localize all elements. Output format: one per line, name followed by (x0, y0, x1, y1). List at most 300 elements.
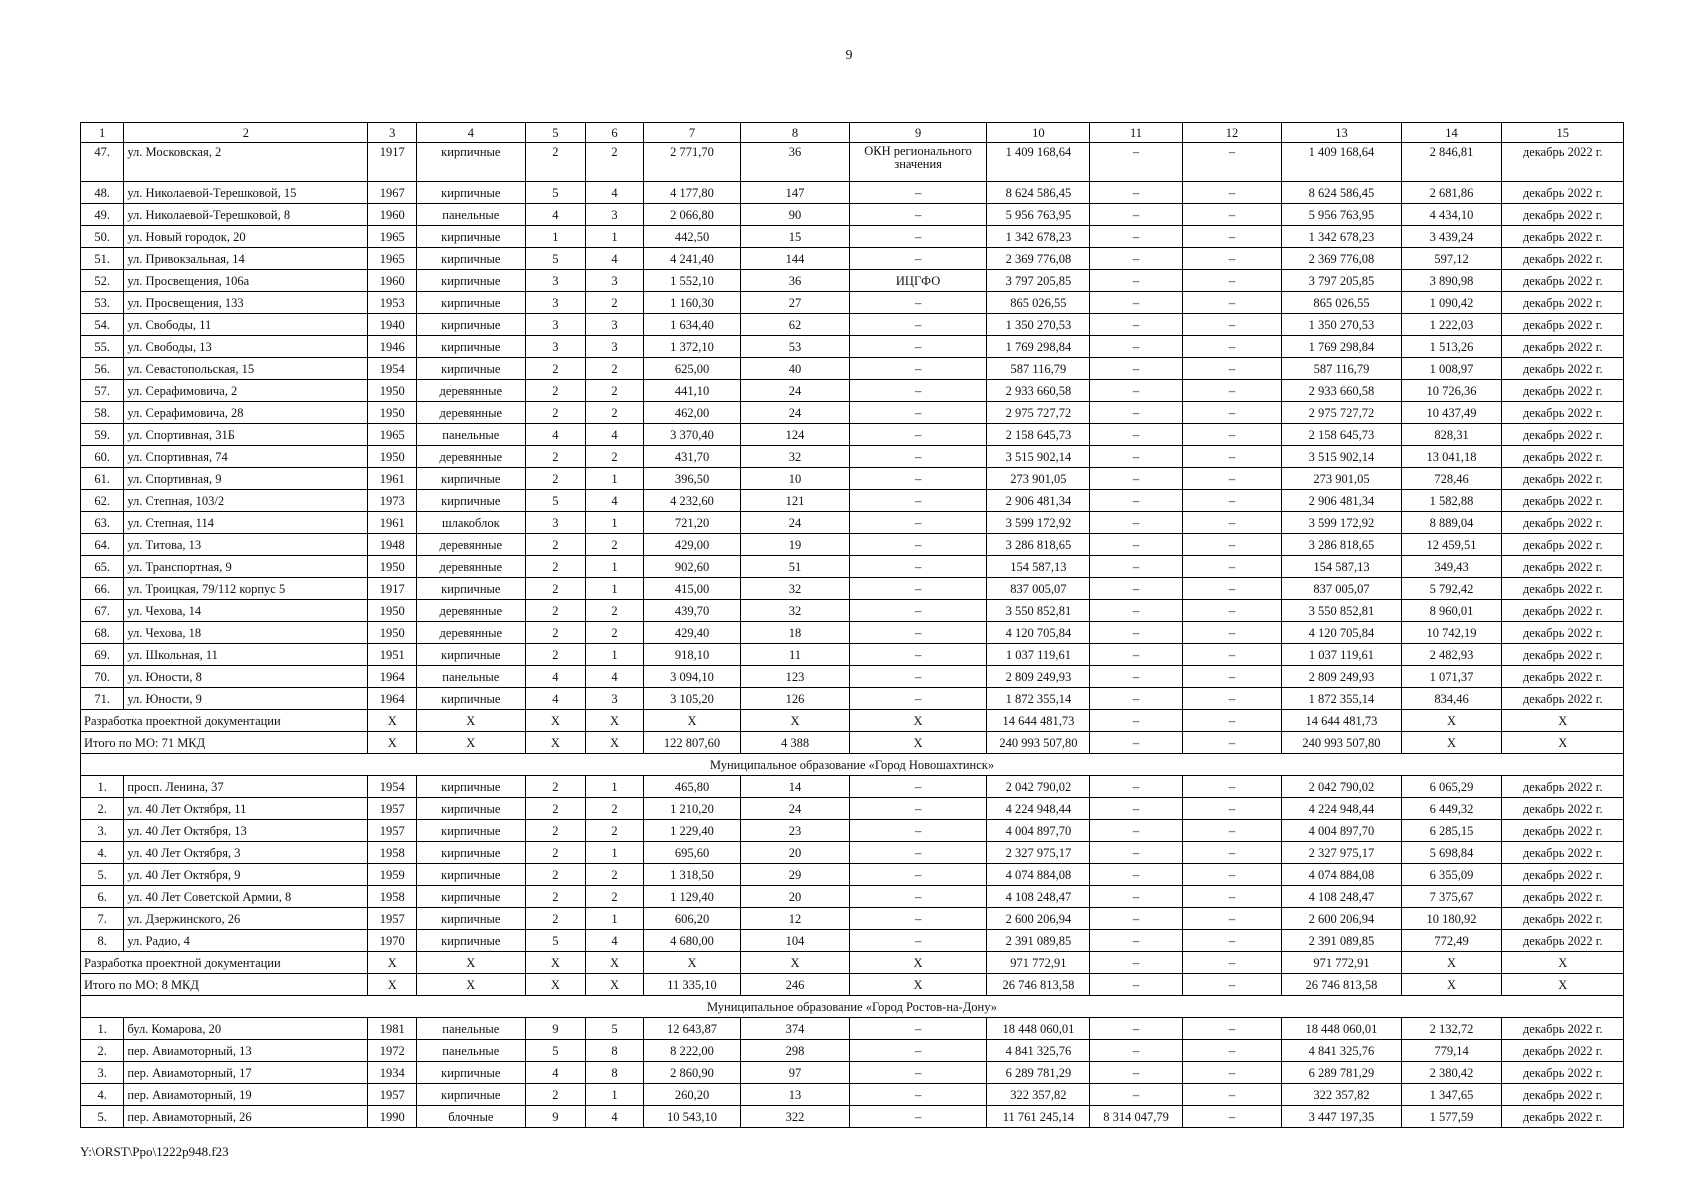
table-cell-col-5: 3 (525, 336, 586, 358)
table-cell-col-8: 20 (741, 842, 849, 864)
table-cell-col-11: – (1090, 534, 1182, 556)
table-cell-col-15: декабрь 2022 г. (1502, 578, 1624, 600)
table-cell-col-10: 2 158 645,73 (987, 424, 1090, 446)
table-cell-col-2: ул. Титова, 13 (124, 534, 368, 556)
table-cell-col-2: ул. Николаевой-Терешковой, 15 (124, 182, 368, 204)
table-cell-col-1: 62. (81, 490, 124, 512)
table-cell-col-7: 1 318,50 (643, 864, 741, 886)
table-cell-col-3: 1960 (368, 204, 417, 226)
table-row (81, 930, 1624, 952)
table-cell-col-3: 1951 (368, 644, 417, 666)
table-cell-col-6: 2 (586, 798, 643, 820)
table-cell-col-5: 2 (525, 864, 586, 886)
table-cell-col-5: 2 (525, 1084, 586, 1106)
table-cell-col-12: – (1182, 248, 1282, 270)
table-cell-col-11: – (1090, 1040, 1182, 1062)
table-cell-col-1: 70. (81, 666, 124, 688)
table-cell-col-8: 10 (741, 468, 849, 490)
summary-cell: – (1090, 732, 1182, 754)
table-cell-col-6: 2 (586, 380, 643, 402)
table-cell-col-9: – (849, 930, 987, 952)
table-cell-col-4: деревянные (417, 402, 525, 424)
summary-cell: X (368, 974, 417, 996)
table-cell-col-10: 18 448 060,01 (987, 1018, 1090, 1040)
table-cell-col-7: 465,80 (643, 776, 741, 798)
table-cell-col-12: – (1182, 908, 1282, 930)
table-cell-col-14: 10 180,92 (1401, 908, 1502, 930)
table-row (81, 292, 1624, 314)
table-row (81, 380, 1624, 402)
table-cell-col-6: 4 (586, 248, 643, 270)
table-cell-col-12: – (1182, 204, 1282, 226)
table-cell-col-11: – (1090, 930, 1182, 952)
table-row (81, 248, 1624, 270)
table-cell-col-2: ул. Севастопольская, 15 (124, 358, 368, 380)
table-cell-col-1: 54. (81, 314, 124, 336)
table-cell-col-3: 1972 (368, 1040, 417, 1062)
table-row (81, 1040, 1624, 1062)
table-cell-col-12: – (1182, 622, 1282, 644)
table-cell-col-2: пер. Авиамоторный, 17 (124, 1062, 368, 1084)
table-cell-col-14: 6 355,09 (1401, 864, 1502, 886)
table-cell-col-7: 695,60 (643, 842, 741, 864)
table-cell-col-5: 2 (525, 842, 586, 864)
table-cell-col-5: 2 (525, 402, 586, 424)
table-cell-col-3: 1950 (368, 446, 417, 468)
table-cell-col-8: 13 (741, 1084, 849, 1106)
table-cell-col-4: кирпичные (417, 798, 525, 820)
table-cell-col-4: кирпичные (417, 226, 525, 248)
table-cell-col-3: 1950 (368, 402, 417, 424)
table-cell-col-3: 1958 (368, 886, 417, 908)
table-cell-col-9: – (849, 1062, 987, 1084)
summary-label: Итого по МО: 71 МКД (81, 732, 368, 754)
table-cell-col-10: 2 933 660,58 (987, 380, 1090, 402)
summary-label: Разработка проектной документации (81, 710, 368, 732)
table-cell-col-10: 865 026,55 (987, 292, 1090, 314)
table-cell-col-13: 1 409 168,64 (1282, 143, 1401, 182)
table-cell-col-3: 1964 (368, 666, 417, 688)
table-cell-col-5: 3 (525, 314, 586, 336)
table-cell-col-2: просп. Ленина, 37 (124, 776, 368, 798)
table-cell-col-9: – (849, 688, 987, 710)
table-cell-col-11: – (1090, 820, 1182, 842)
table-cell-col-9: – (849, 292, 987, 314)
table-cell-col-6: 3 (586, 336, 643, 358)
table-cell-col-12: – (1182, 292, 1282, 314)
summary-cell: – (1182, 974, 1282, 996)
table-cell-col-12: – (1182, 1084, 1282, 1106)
table-cell-col-1: 58. (81, 402, 124, 424)
table-cell-col-1: 47. (81, 143, 124, 182)
table-cell-col-11: – (1090, 314, 1182, 336)
table-cell-col-11: 8 314 047,79 (1090, 1106, 1182, 1128)
table-cell-col-14: 2 132,72 (1401, 1018, 1502, 1040)
table-row (81, 556, 1624, 578)
table-cell-col-10: 8 624 586,45 (987, 182, 1090, 204)
table-cell-col-8: 124 (741, 424, 849, 446)
summary-cell: X (417, 732, 525, 754)
column-header-15: 15 (1502, 123, 1624, 143)
table-cell-col-3: 1917 (368, 578, 417, 600)
table-cell-col-8: 12 (741, 908, 849, 930)
table-cell-col-3: 1946 (368, 336, 417, 358)
table-cell-col-5: 2 (525, 776, 586, 798)
table-row (81, 864, 1624, 886)
table-cell-col-1: 5. (81, 1106, 124, 1128)
table-cell-col-13: 3 286 818,65 (1282, 534, 1401, 556)
table-cell-col-7: 441,10 (643, 380, 741, 402)
table-cell-col-4: кирпичные (417, 490, 525, 512)
table-cell-col-14: 2 482,93 (1401, 644, 1502, 666)
table-cell-col-11: – (1090, 358, 1182, 380)
table-cell-col-10: 154 587,13 (987, 556, 1090, 578)
summary-cell: X (1401, 974, 1502, 996)
table-cell-col-15: декабрь 2022 г. (1502, 143, 1624, 182)
table-cell-col-14: 779,14 (1401, 1040, 1502, 1062)
table-cell-col-4: кирпичные (417, 248, 525, 270)
table-cell-col-11: – (1090, 1084, 1182, 1106)
summary-cell: X (525, 952, 586, 974)
table-cell-col-6: 2 (586, 600, 643, 622)
table-cell-col-11: – (1090, 226, 1182, 248)
table-cell-col-2: пер. Авиамоторный, 26 (124, 1106, 368, 1128)
table-cell-col-15: декабрь 2022 г. (1502, 270, 1624, 292)
table-cell-col-5: 2 (525, 446, 586, 468)
table-cell-col-1: 57. (81, 380, 124, 402)
column-header-14: 14 (1401, 123, 1502, 143)
table-cell-col-11: – (1090, 776, 1182, 798)
table-cell-col-9: – (849, 314, 987, 336)
table-cell-col-3: 1965 (368, 226, 417, 248)
table-cell-col-13: 6 289 781,29 (1282, 1062, 1401, 1084)
table-cell-col-14: 1 222,03 (1401, 314, 1502, 336)
table-cell-col-7: 3 370,40 (643, 424, 741, 446)
table-cell-col-1: 6. (81, 886, 124, 908)
section-title: Муниципальное образование «Город Новошахтинск» (81, 754, 1624, 776)
table-cell-col-2: ул. Серафимовича, 28 (124, 402, 368, 424)
table-cell-col-4: кирпичные (417, 358, 525, 380)
table-cell-col-5: 2 (525, 143, 586, 182)
summary-row (81, 952, 1624, 974)
table-cell-col-14: 1 090,42 (1401, 292, 1502, 314)
table-cell-col-9: ИЦГФО (849, 270, 987, 292)
table-cell-col-7: 3 105,20 (643, 688, 741, 710)
table-cell-col-15: декабрь 2022 г. (1502, 1062, 1624, 1084)
table-cell-col-7: 1 634,40 (643, 314, 741, 336)
table-cell-col-12: – (1182, 776, 1282, 798)
table-cell-col-11: – (1090, 380, 1182, 402)
table-cell-col-6: 1 (586, 644, 643, 666)
table-cell-col-1: 71. (81, 688, 124, 710)
table-cell-col-11: – (1090, 556, 1182, 578)
table-cell-col-12: – (1182, 688, 1282, 710)
summary-cell: – (1090, 710, 1182, 732)
page-number: 9 (845, 48, 853, 63)
table-cell-col-1: 67. (81, 600, 124, 622)
table-cell-col-13: 5 956 763,95 (1282, 204, 1401, 226)
table-cell-col-5: 5 (525, 490, 586, 512)
table-cell-col-10: 11 761 245,14 (987, 1106, 1090, 1128)
summary-cell: 26 746 813,58 (1282, 974, 1401, 996)
table-cell-col-7: 1 129,40 (643, 886, 741, 908)
table-cell-col-1: 63. (81, 512, 124, 534)
table-cell-col-2: ул. Свободы, 13 (124, 336, 368, 358)
table-cell-col-2: ул. Транспортная, 9 (124, 556, 368, 578)
table-cell-col-6: 3 (586, 204, 643, 226)
table-cell-col-12: – (1182, 842, 1282, 864)
table-cell-col-4: кирпичные (417, 314, 525, 336)
table-cell-col-3: 1954 (368, 358, 417, 380)
table-cell-col-7: 4 241,40 (643, 248, 741, 270)
table-cell-col-1: 4. (81, 842, 124, 864)
table-cell-col-13: 587 116,79 (1282, 358, 1401, 380)
table-row (81, 314, 1624, 336)
table-cell-col-2: ул. Чехова, 14 (124, 600, 368, 622)
table-cell-col-6: 1 (586, 556, 643, 578)
summary-cell: X (1502, 732, 1624, 754)
table-cell-col-9: – (849, 820, 987, 842)
table-cell-col-9: – (849, 468, 987, 490)
table-cell-col-5: 5 (525, 248, 586, 270)
table-cell-col-13: 3 797 205,85 (1282, 270, 1401, 292)
table-cell-col-10: 4 224 948,44 (987, 798, 1090, 820)
table-cell-col-9: – (849, 908, 987, 930)
table-row (81, 468, 1624, 490)
table-cell-col-14: 2 681,86 (1401, 182, 1502, 204)
table-cell-col-15: декабрь 2022 г. (1502, 402, 1624, 424)
table-cell-col-15: декабрь 2022 г. (1502, 842, 1624, 864)
table-cell-col-14: 7 375,67 (1401, 886, 1502, 908)
summary-cell: 240 993 507,80 (987, 732, 1090, 754)
summary-cell: 26 746 813,58 (987, 974, 1090, 996)
table-cell-col-9: – (849, 644, 987, 666)
table-cell-col-13: 1 342 678,23 (1282, 226, 1401, 248)
table-cell-col-15: декабрь 2022 г. (1502, 182, 1624, 204)
table-cell-col-13: 18 448 060,01 (1282, 1018, 1401, 1040)
table-cell-col-1: 51. (81, 248, 124, 270)
table-cell-col-9: – (849, 534, 987, 556)
table-cell-col-4: кирпичные (417, 292, 525, 314)
table-cell-col-10: 273 901,05 (987, 468, 1090, 490)
table-cell-col-12: – (1182, 512, 1282, 534)
table-cell-col-6: 1 (586, 1084, 643, 1106)
table-cell-col-5: 1 (525, 226, 586, 248)
table-cell-col-7: 442,50 (643, 226, 741, 248)
table-cell-col-14: 5 698,84 (1401, 842, 1502, 864)
table-cell-col-12: – (1182, 270, 1282, 292)
column-header-10: 10 (987, 123, 1090, 143)
table-cell-col-8: 15 (741, 226, 849, 248)
table-cell-col-10: 2 809 249,93 (987, 666, 1090, 688)
table-cell-col-5: 4 (525, 1062, 586, 1084)
table-cell-col-6: 3 (586, 270, 643, 292)
summary-cell: X (1502, 952, 1624, 974)
table-cell-col-6: 1 (586, 578, 643, 600)
table-cell-col-8: 32 (741, 600, 849, 622)
table-cell-col-15: декабрь 2022 г. (1502, 556, 1624, 578)
column-header-4: 4 (417, 123, 525, 143)
table-row (81, 204, 1624, 226)
table-cell-col-4: панельные (417, 204, 525, 226)
table-cell-col-7: 1 372,10 (643, 336, 741, 358)
table-cell-col-11: – (1090, 644, 1182, 666)
table-cell-col-12: – (1182, 143, 1282, 182)
summary-cell: X (849, 710, 987, 732)
table-cell-col-2: пер. Авиамоторный, 19 (124, 1084, 368, 1106)
table-cell-col-9: – (849, 622, 987, 644)
table-cell-col-12: – (1182, 1062, 1282, 1084)
table-cell-col-8: 19 (741, 534, 849, 556)
table-cell-col-2: ул. Троицкая, 79/112 корпус 5 (124, 578, 368, 600)
table-cell-col-8: 90 (741, 204, 849, 226)
table-cell-col-14: 3 890,98 (1401, 270, 1502, 292)
table-cell-col-11: – (1090, 270, 1182, 292)
table-cell-col-5: 3 (525, 512, 586, 534)
table-cell-col-15: декабрь 2022 г. (1502, 1106, 1624, 1128)
table-cell-col-2: ул. Привокзальная, 14 (124, 248, 368, 270)
table-cell-col-9: – (849, 666, 987, 688)
table-cell-col-10: 1 872 355,14 (987, 688, 1090, 710)
table-cell-col-13: 2 600 206,94 (1282, 908, 1401, 930)
footer-file-path: Y:\ORST\Ppo\1222p948.f23 (80, 1144, 229, 1159)
table-cell-col-4: шлакоблок (417, 512, 525, 534)
table-cell-col-13: 3 447 197,35 (1282, 1106, 1401, 1128)
table-row (81, 143, 1624, 182)
table-cell-col-12: – (1182, 534, 1282, 556)
table-cell-col-2: ул. Просвещения, 106а (124, 270, 368, 292)
summary-cell: X (586, 710, 643, 732)
table-cell-col-3: 1964 (368, 688, 417, 710)
table-row (81, 798, 1624, 820)
table-cell-col-14: 772,49 (1401, 930, 1502, 952)
table-cell-col-3: 1967 (368, 182, 417, 204)
summary-cell: X (417, 974, 525, 996)
table-cell-col-2: ул. Чехова, 18 (124, 622, 368, 644)
table-cell-col-14: 1 577,59 (1401, 1106, 1502, 1128)
table-cell-col-13: 4 841 325,76 (1282, 1040, 1401, 1062)
table-cell-col-13: 1 037 119,61 (1282, 644, 1401, 666)
table-cell-col-4: деревянные (417, 446, 525, 468)
table-cell-col-8: 298 (741, 1040, 849, 1062)
table-cell-col-7: 1 210,20 (643, 798, 741, 820)
table-cell-col-9: – (849, 776, 987, 798)
table-cell-col-11: – (1090, 248, 1182, 270)
table-cell-col-9: – (849, 402, 987, 424)
table-cell-col-15: декабрь 2022 г. (1502, 204, 1624, 226)
summary-cell: X (525, 732, 586, 754)
table-cell-col-7: 2 860,90 (643, 1062, 741, 1084)
section-title: Муниципальное образование «Город Ростов-на-Дону» (81, 996, 1624, 1018)
table-cell-col-9: – (849, 182, 987, 204)
table-cell-col-3: 1917 (368, 143, 417, 182)
table-cell-col-13: 2 975 727,72 (1282, 402, 1401, 424)
table-cell-col-5: 2 (525, 358, 586, 380)
summary-cell: – (1090, 974, 1182, 996)
section-header-row (81, 754, 1624, 776)
table-cell-col-7: 2 771,70 (643, 143, 741, 182)
table-cell-col-5: 2 (525, 534, 586, 556)
summary-cell: X (368, 952, 417, 974)
table-cell-col-12: – (1182, 798, 1282, 820)
table-cell-col-10: 3 797 205,85 (987, 270, 1090, 292)
table-cell-col-5: 2 (525, 886, 586, 908)
table-cell-col-7: 8 222,00 (643, 1040, 741, 1062)
table-cell-col-12: – (1182, 886, 1282, 908)
table-cell-col-9: – (849, 424, 987, 446)
summary-cell: X (1502, 974, 1624, 996)
table-cell-col-7: 439,70 (643, 600, 741, 622)
table-cell-col-4: кирпичные (417, 1062, 525, 1084)
table-cell-col-12: – (1182, 1018, 1282, 1040)
table-cell-col-13: 4 004 897,70 (1282, 820, 1401, 842)
table-cell-col-12: – (1182, 424, 1282, 446)
table-cell-col-10: 4 004 897,70 (987, 820, 1090, 842)
table-cell-col-14: 1 513,26 (1401, 336, 1502, 358)
table-cell-col-4: кирпичные (417, 468, 525, 490)
table-cell-col-3: 1990 (368, 1106, 417, 1128)
table-cell-col-5: 2 (525, 600, 586, 622)
table-cell-col-5: 9 (525, 1018, 586, 1040)
table-cell-col-6: 2 (586, 886, 643, 908)
table-cell-col-10: 837 005,07 (987, 578, 1090, 600)
table-cell-col-6: 2 (586, 292, 643, 314)
table-row (81, 886, 1624, 908)
table-cell-col-12: – (1182, 820, 1282, 842)
table-cell-col-8: 14 (741, 776, 849, 798)
table-cell-col-7: 10 543,10 (643, 1106, 741, 1128)
table-cell-col-9: – (849, 1018, 987, 1040)
table-cell-col-10: 1 769 298,84 (987, 336, 1090, 358)
table-row (81, 1106, 1624, 1128)
table-cell-col-12: – (1182, 358, 1282, 380)
table-cell-col-6: 2 (586, 446, 643, 468)
table-row (81, 688, 1624, 710)
table-cell-col-15: декабрь 2022 г. (1502, 1040, 1624, 1062)
table-cell-col-5: 5 (525, 1040, 586, 1062)
table-cell-col-5: 2 (525, 380, 586, 402)
table-cell-col-13: 837 005,07 (1282, 578, 1401, 600)
table-cell-col-1: 4. (81, 1084, 124, 1106)
table-cell-col-14: 3 439,24 (1401, 226, 1502, 248)
table-cell-col-2: бул. Комарова, 20 (124, 1018, 368, 1040)
table-cell-col-9: – (849, 446, 987, 468)
table-cell-col-4: кирпичные (417, 842, 525, 864)
table-cell-col-10: 1 037 119,61 (987, 644, 1090, 666)
table-cell-col-10: 2 042 790,02 (987, 776, 1090, 798)
table-cell-col-7: 3 094,10 (643, 666, 741, 688)
column-number-header (81, 123, 1624, 143)
table-cell-col-7: 429,40 (643, 622, 741, 644)
table-cell-col-7: 260,20 (643, 1084, 741, 1106)
section-header-row (81, 996, 1624, 1018)
table-cell-col-11: – (1090, 908, 1182, 930)
table-cell-col-2: ул. 40 Лет Октября, 3 (124, 842, 368, 864)
table-cell-col-6: 1 (586, 468, 643, 490)
summary-label: Итого по МО: 8 МКД (81, 974, 368, 996)
summary-cell: 4 388 (741, 732, 849, 754)
table-cell-col-15: декабрь 2022 г. (1502, 930, 1624, 952)
table-cell-col-12: – (1182, 468, 1282, 490)
summary-cell: X (741, 710, 849, 732)
table-cell-col-15: декабрь 2022 г. (1502, 226, 1624, 248)
table-cell-col-6: 1 (586, 226, 643, 248)
summary-cell: X (1401, 732, 1502, 754)
table-cell-col-12: – (1182, 380, 1282, 402)
table-cell-col-8: 126 (741, 688, 849, 710)
table-cell-col-11: – (1090, 446, 1182, 468)
table-row (81, 1062, 1624, 1084)
